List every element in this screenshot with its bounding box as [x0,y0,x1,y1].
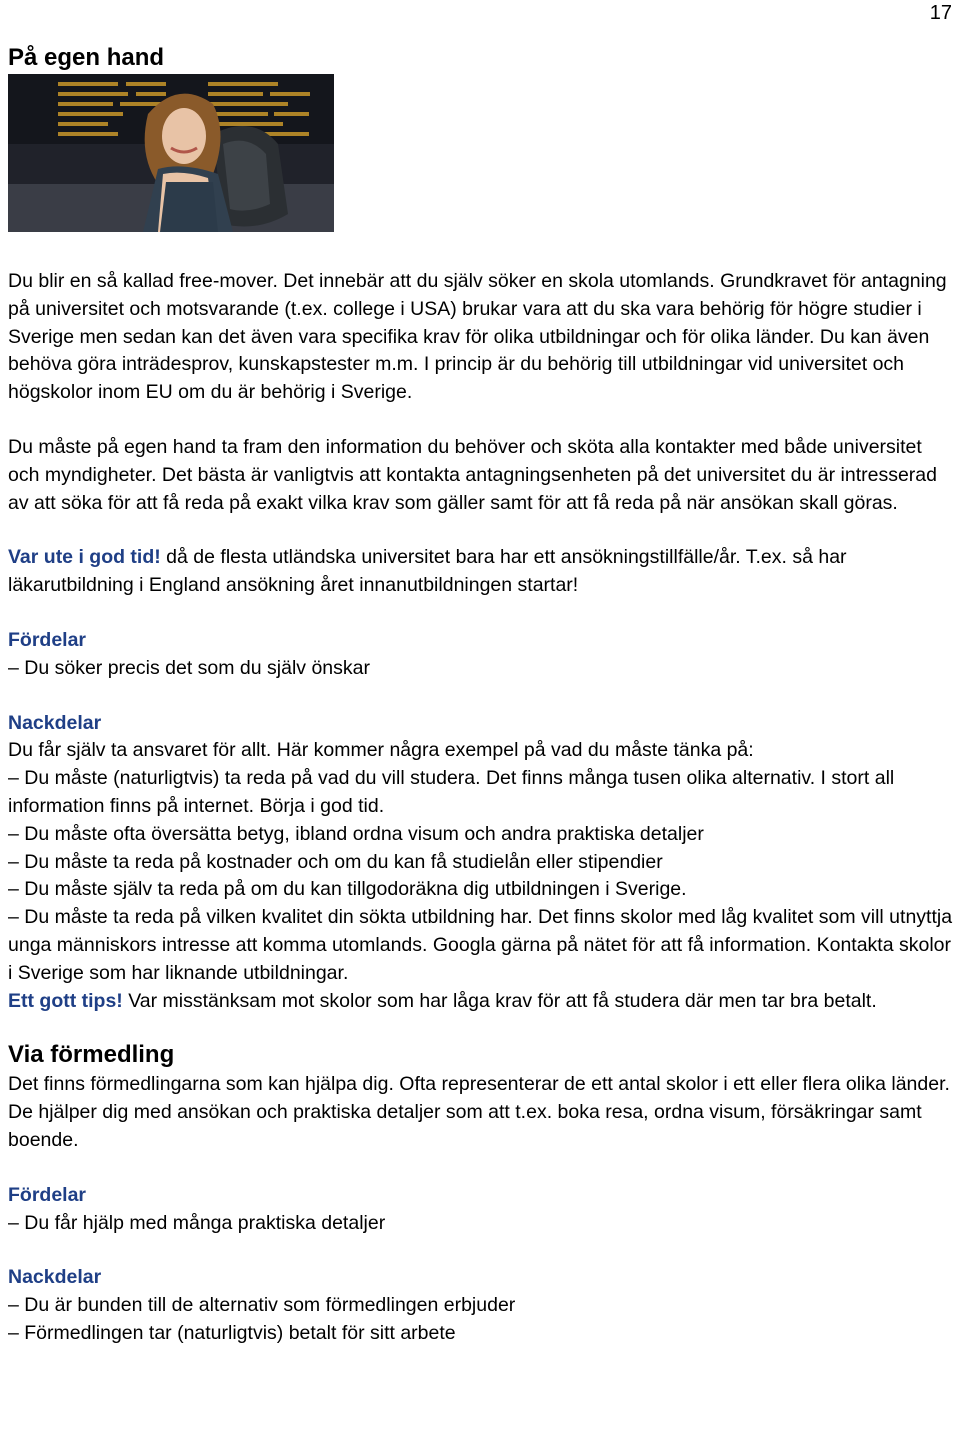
cons-item: – Du måste ta reda på kostnader och om du kan få studielån eller stipendier [8,850,663,873]
cons-heading: Nackdelar [8,711,102,734]
tip-lead: Ett gott tips! [8,989,123,1012]
timing-paragraph [8,544,958,600]
section-title-on-your-own: På egen hand [8,44,165,71]
agency-cons-item: – Du är bunden till de alternativ som förmedlingen erbjuder [8,1294,516,1317]
intro-paragraph: Du blir en så kallad free-mover. Det innebär att du själv söker en skola utomlands. Grundkravet för antagning på universitet och motsvarande (t.ex. college i USA) brukar vara att du ska vara behörig för högre studier i Sverige men sedan kan det även vara specifika krav för olika utbildningar och för olika länder. Du kan även behöva göra inträdesprov, kunskapstester m.m. I princip är du behörig till utbildningar vid universitet och högskolor inom EU om du är behörig i Sverige. [8,270,947,404]
cons-item: – Du måste själv ta reda på om du kan tillgodoräkna dig utbildningen i Sverige. [8,878,687,901]
timing-lead: Var ute i god tid! [8,546,161,569]
cons-item: – Du måste (naturligtvis) ta reda på vad du vill studera. Det finns många tusen olika alternativ. I stort all information finns på internet. Börja i god tid. [8,767,895,817]
cons-item: – Du måste ta reda på vilken kvalitet din sökta utbildning har. Det finns skolor med låg kvalitet som vill utnyttja unga människors intresse att komma utomlands. Googla gärna på nätet för att få information. Kontakta skolor i Sverige som har liknande utbildningar. [8,906,953,984]
pros-item: – Du söker precis det som du själv önskar [8,656,370,679]
agency-pros-heading: Fördelar [8,1183,87,1206]
page-number: 17 [929,2,952,24]
agency-pros-item: – Du får hjälp med många praktiska detaljer [8,1211,386,1234]
timing-text: då de flesta utländska universitet bara har ett ansökningstillfälle/år. T.ex. så har läkarutbildning i England ansökning året innanutbildningen startar! [8,546,847,597]
agency-paragraph: Det finns förmedlingarna som kan hjälpa dig. Ofta representerar de ett antal skolor i ett eller flera olika länder. De hjälper dig med ansökan och praktiska detaljer som att t.ex. boka resa, ordna visum, försäkringar samt boende. [8,1073,950,1151]
page-content [8,42,958,1348]
tip-text: Var misstänksam mot skolor som har låga krav för att få studera där men tar bra betalt. [122,989,877,1012]
pros-heading: Fördelar [8,628,87,651]
traveller-photo [8,74,334,232]
information-paragraph: Du måste på egen hand ta fram den information du behöver och sköta alla kontakter med både universitet och myndigheter. Det bästa är vanligtvis att kontakta antagningsenheten på det universitet du är intresserad av att söka för att få reda på exakt vilka krav som gäller samt för att få reda på när ansökan skall göras. [8,435,937,514]
agency-cons-heading: Nackdelar [8,1266,102,1289]
section-title-via-agency: Via förmedling [8,1041,175,1069]
cons-item: – Du måste ofta översätta betyg, ibland ordna visum och andra praktiska detaljer [8,822,704,845]
cons-intro: Du får själv ta ansvaret för allt. Här kommer några exempel på vad du måste tänka på: [8,739,754,762]
tip-paragraph [8,988,958,1016]
agency-cons-item: – Förmedlingen tar (naturligtvis) betalt för sitt arbete [8,1321,456,1344]
